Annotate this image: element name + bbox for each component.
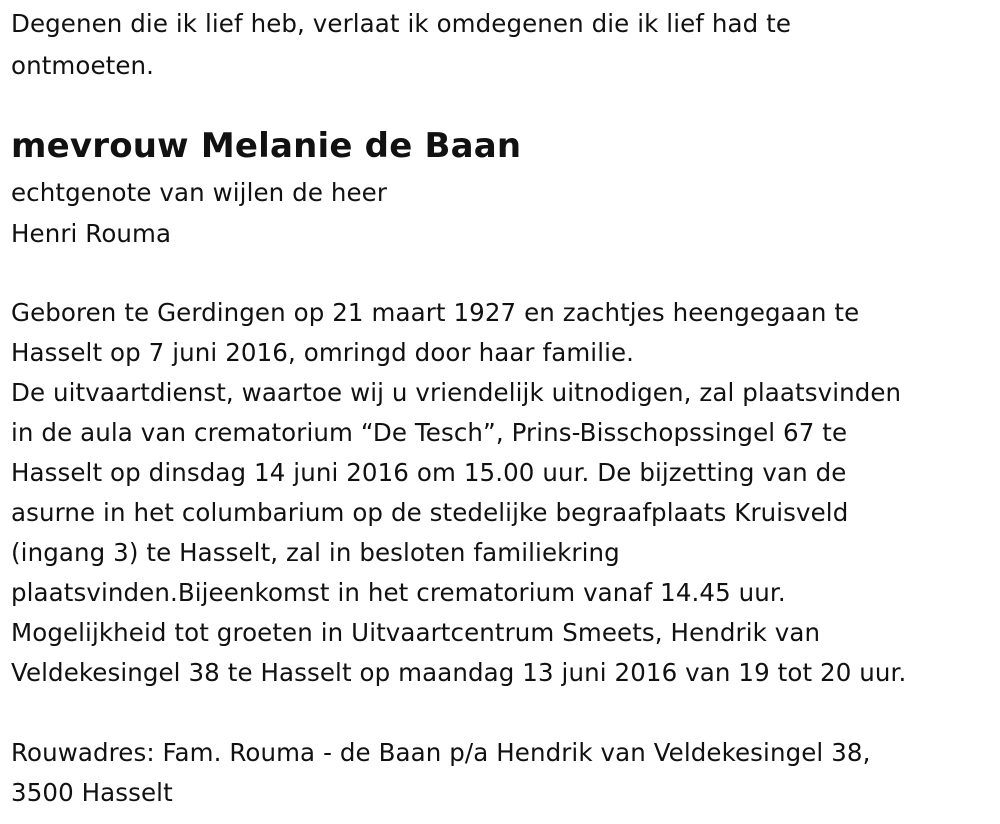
body-line-9: Mogelijkheid tot groeten in Uitvaartcentrum Smeets, Hendrik van — [11, 618, 821, 647]
deceased-name: mevrouw Melanie de Baan — [11, 126, 522, 166]
body-line-4: in de aula van crematorium “De Tesch”, Prins-Bisschopssingel 67 te — [11, 418, 848, 447]
body-line-10: Veldekesingel 38 te Hasselt op maandag 13 juni 2016 van 19 tot 20 uur. — [11, 658, 907, 687]
spouse-line-1: echtgenote van wijlen de heer — [11, 178, 388, 207]
body-line-8: plaatsvinden.Bijeenkomst in het crematorium vanaf 14.45 uur. — [11, 578, 786, 607]
body-line-2: Hasselt op 7 juni 2016, omringd door haar familie. — [11, 338, 635, 367]
quote-line-2: ontmoeten. — [11, 51, 155, 80]
address-line-2: 3500 Hasselt — [11, 778, 173, 807]
body-line-5: Hasselt op dinsdag 14 juni 2016 om 15.00 uur. De bijzetting van de — [11, 458, 847, 487]
body-line-3: De uitvaartdienst, waartoe wij u vriendelijk uitnodigen, zal plaatsvinden — [11, 378, 902, 407]
address-line-1: Rouwadres: Fam. Rouma - de Baan p/a Hendrik van Veldekesingel 38, — [11, 738, 871, 767]
body-line-6: asurne in het columbarium op de stedelijke begraafplaats Kruisveld — [11, 498, 849, 527]
body-line-7: (ingang 3) te Hasselt, zal in besloten familiekring — [11, 538, 620, 567]
body-line-1: Geboren te Gerdingen op 21 maart 1927 en zachtjes heengegaan te — [11, 298, 860, 327]
quote-line-1: Degenen die ik lief heb, verlaat ik omdegenen die ik lief had te — [11, 9, 792, 38]
spouse-line-2: Henri Rouma — [11, 219, 172, 248]
